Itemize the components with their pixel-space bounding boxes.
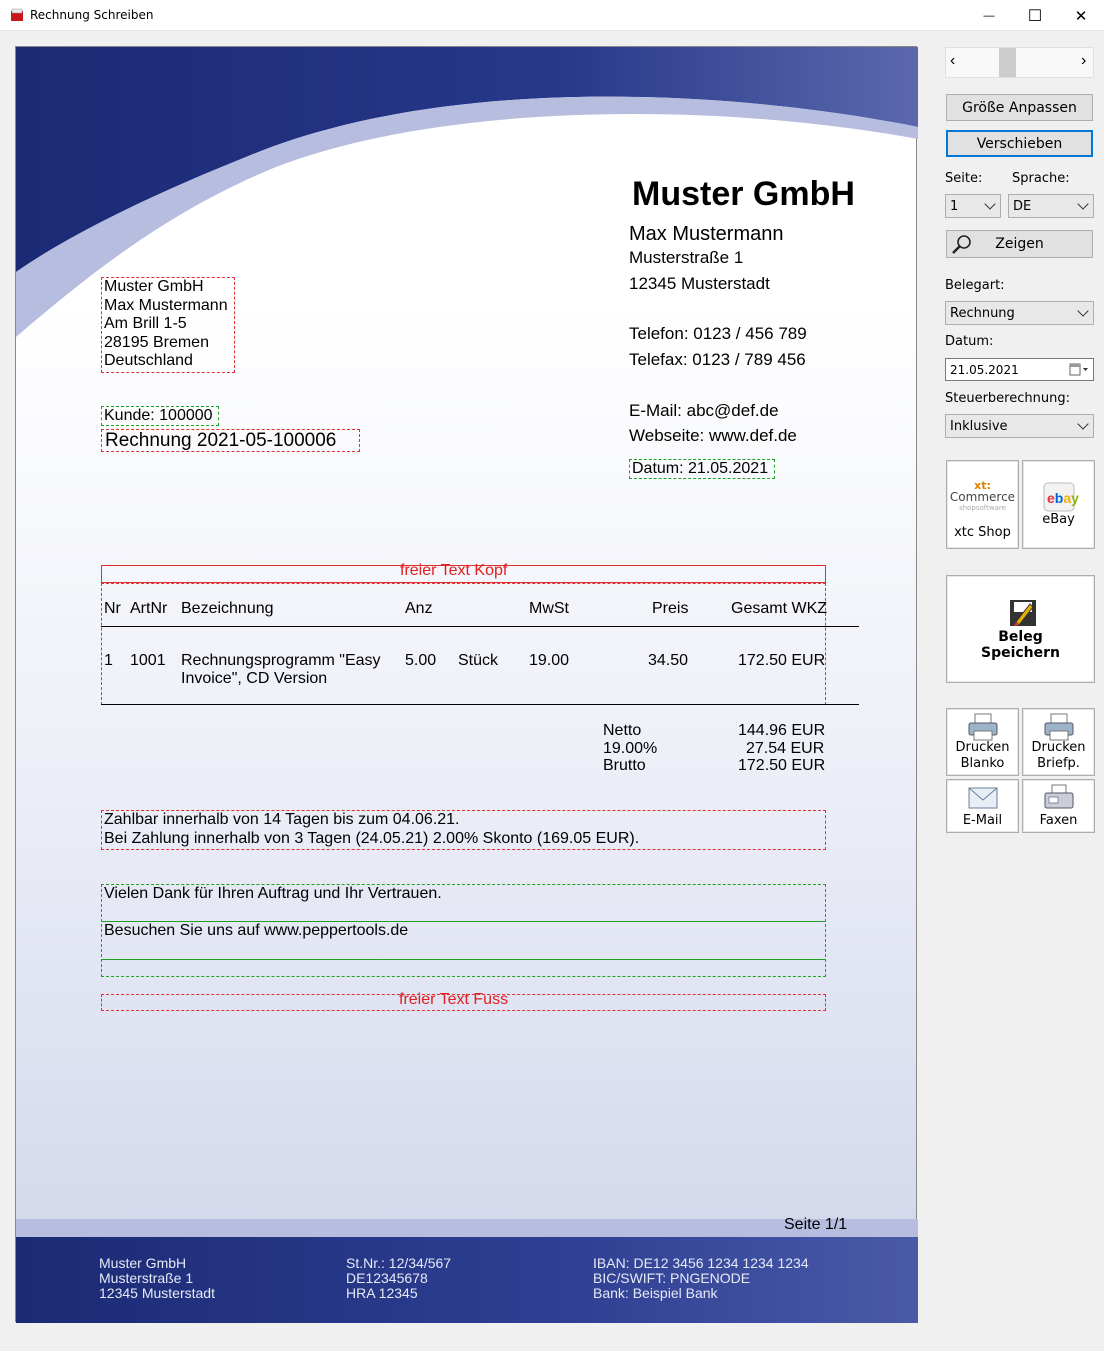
customer-number-field[interactable]: [101, 406, 219, 426]
table-bottom-rule: [101, 704, 859, 705]
ebay-icon: [1043, 482, 1079, 512]
vat-label: 19.00%: [603, 740, 658, 757]
date-picker[interactable]: [945, 358, 1094, 381]
xtc-commerce-logo: xt: Commerce shopsoftware: [949, 479, 1016, 512]
recipient-line: 28195 Bremen: [104, 333, 209, 351]
contact-name: Max Mustermann: [629, 223, 784, 245]
footer-line: St.Nr.: 12/34/567: [346, 1255, 452, 1271]
tax-label: Steuerberechnung:: [945, 391, 1070, 406]
move-button[interactable]: Verschieben: [946, 130, 1093, 157]
language-label: Sprache:: [1012, 171, 1070, 186]
cell-artnr: 1001: [130, 652, 166, 669]
tax-select-value: Inklusive: [950, 418, 1008, 434]
envelope-icon: [968, 784, 998, 810]
doctype-label: Belegart:: [945, 278, 1005, 293]
footer-free-text-field[interactable]: [101, 991, 826, 1011]
ebay-button[interactable]: [1022, 460, 1095, 549]
cell-total: 172.50 EUR: [738, 652, 826, 669]
invoice-title: Rechnung 2021-05-100006: [105, 430, 337, 451]
magnifier-icon: [951, 234, 973, 256]
chevron-down-icon: [1077, 198, 1088, 209]
footer-strip: [16, 1219, 918, 1237]
invoice-title-field[interactable]: [101, 429, 360, 452]
footer-line: Muster GmbH: [99, 1255, 187, 1271]
save-document-button[interactable]: [946, 575, 1095, 683]
col-header-nr: Nr: [104, 600, 121, 617]
net-label: Netto: [603, 722, 642, 739]
header-free-text: freier Text Kopf: [400, 562, 508, 579]
xtc-shop-button[interactable]: [946, 460, 1019, 549]
recipient-line: Deutschland: [104, 352, 193, 369]
closing-line1: Vielen Dank für Ihren Auftrag und Ihr Vertrauen.: [104, 885, 442, 902]
closing-line2: Besuchen Sie uns auf www.peppertools.de: [104, 922, 409, 939]
window-title: Rechnung Schreiben: [30, 8, 154, 22]
invoice-page[interactable]: [15, 46, 917, 1322]
col-header-quantity: Anz: [405, 600, 433, 617]
date-picker-value: 21.05.2021: [950, 362, 1019, 377]
footer-line: Musterstraße 1: [99, 1270, 194, 1286]
company-city: 12345 Musterstadt: [629, 274, 770, 293]
col-header-artnr: ArtNr: [130, 600, 168, 617]
control-panel: [934, 31, 1104, 1351]
page-indicator: Seite 1/1: [784, 1216, 848, 1233]
calendar-icon[interactable]: [1069, 363, 1089, 376]
email-button[interactable]: [946, 779, 1019, 833]
scroll-right-icon[interactable]: ›: [1081, 52, 1087, 69]
footer-line: BIC/SWIFT: PNGENODE: [593, 1270, 751, 1286]
printer-icon: [1043, 713, 1075, 741]
col-header-vat: MwSt: [529, 600, 569, 617]
app-icon: [10, 8, 24, 22]
cell-price: 34.50: [648, 652, 689, 669]
company-website: Webseite: www.def.de: [629, 426, 797, 445]
gross-value: 172.50 EUR: [738, 757, 826, 774]
col-header-price: Preis: [652, 600, 689, 617]
recipient-address-block[interactable]: [101, 277, 235, 373]
svg-text:ebay: ebay: [1047, 490, 1079, 506]
net-value: 144.96 EUR: [738, 722, 826, 739]
print-blank-button[interactable]: [946, 708, 1019, 776]
minimize-icon: —: [983, 9, 995, 22]
cell-unit: Stück: [458, 652, 499, 669]
col-header-description: Bezeichnung: [181, 600, 274, 617]
minimize-button[interactable]: [966, 0, 1012, 31]
footer-line: HRA 12345: [346, 1285, 418, 1301]
chevron-down-icon: [984, 198, 995, 209]
company-email: E-Mail: abc@def.de: [629, 401, 779, 420]
print-letterhead-button[interactable]: [1022, 708, 1095, 776]
footer-line: Bank: Beispiel Bank: [593, 1285, 718, 1301]
invoice-date: Datum: 21.05.2021: [632, 460, 769, 477]
save-label-line1: Beleg: [998, 629, 1043, 645]
date-label: Datum:: [945, 334, 994, 349]
doctype-select-value: Rechnung: [950, 305, 1015, 321]
scroll-left-icon[interactable]: ‹: [950, 52, 956, 69]
footer-tax-column: [346, 1256, 451, 1301]
close-icon: ✕: [1074, 7, 1088, 25]
recipient-line: Max Mustermann: [104, 296, 228, 314]
table-header-rule: [101, 626, 859, 627]
print-letterhead-label1: Drucken: [1031, 740, 1086, 755]
close-button[interactable]: [1058, 0, 1104, 31]
page-label: Seite:: [945, 171, 983, 186]
payment-terms-line1: Zahlbar innerhalb von 14 Tagen bis zum 04.06.21.: [104, 811, 460, 828]
doctype-select[interactable]: [945, 301, 1094, 325]
tax-select[interactable]: [945, 414, 1094, 438]
vat-value: 27.54 EUR: [746, 740, 825, 757]
closing-divider: [102, 959, 825, 960]
payment-terms-field[interactable]: [101, 810, 826, 850]
fit-size-button[interactable]: Größe Anpassen: [946, 94, 1093, 121]
footer-line: DE12345678: [346, 1270, 428, 1286]
closing-text-field[interactable]: [101, 884, 826, 977]
company-name: Muster GmbH: [632, 175, 855, 213]
page-select-value: 1: [950, 198, 959, 214]
save-label-line2: Speichern: [980, 645, 1061, 661]
cell-vat: 19.00: [529, 652, 570, 669]
company-fax: Telefax: 0123 / 789 456: [629, 350, 806, 369]
payment-terms-line2: Bei Zahlung innerhalb von 3 Tagen (24.05.21) 2.00% Skonto (169.05 EUR).: [104, 830, 640, 847]
xtc-shop-label: xtc Shop: [954, 525, 1011, 540]
email-label: E-Mail: [962, 813, 1003, 828]
company-street: Musterstraße 1: [629, 248, 744, 267]
footer-bank-column: [593, 1256, 809, 1301]
cell-quantity: 5.00: [405, 652, 437, 669]
language-select-value: DE: [1013, 198, 1032, 214]
print-letterhead-label2: Briefp.: [1037, 756, 1080, 771]
fax-icon: [1043, 784, 1075, 810]
cell-description: Rechnungsprogramm "Easy: [181, 652, 381, 669]
show-button-label: Zeigen: [995, 236, 1044, 252]
gross-label: Brutto: [603, 757, 646, 774]
title-bar: [0, 0, 1104, 31]
footer-company-column: [99, 1256, 215, 1301]
maximize-icon: ☐: [1027, 7, 1043, 25]
show-button[interactable]: [946, 230, 1093, 258]
cell-description-line2: Invoice", CD Version: [181, 670, 328, 687]
chevron-down-icon: [1077, 418, 1088, 429]
fax-label: Faxen: [1039, 813, 1078, 828]
footer-free-text: freier Text Fuss: [399, 991, 509, 1008]
company-phone: Telefon: 0123 / 456 789: [629, 324, 807, 343]
fax-button[interactable]: [1022, 779, 1095, 833]
chevron-down-icon: [1077, 305, 1088, 316]
recipient-line: Muster GmbH: [104, 278, 204, 295]
customer-number: Kunde: 100000: [104, 407, 213, 424]
page-select[interactable]: [945, 194, 1001, 218]
save-pencil-icon: [1008, 598, 1038, 628]
col-header-total: Gesamt WKZ: [731, 600, 828, 617]
footer-line: IBAN: DE12 3456 1234 1234 1234: [593, 1255, 809, 1271]
print-blank-label1: Drucken: [955, 740, 1010, 755]
recipient-line: Am Brill 1-5: [104, 315, 187, 332]
language-select[interactable]: [1008, 194, 1094, 218]
maximize-button[interactable]: [1012, 0, 1058, 31]
date-field[interactable]: [629, 459, 775, 479]
print-blank-label2: Blanko: [960, 756, 1005, 771]
ebay-label: eBay: [1042, 512, 1075, 527]
footer-line: 12345 Musterstadt: [99, 1285, 215, 1301]
header-free-text-field[interactable]: [101, 562, 826, 583]
printer-icon: [967, 713, 999, 741]
scrollbar-thumb[interactable]: [999, 48, 1016, 77]
horizontal-scrollbar[interactable]: [945, 47, 1094, 78]
cell-nr: 1: [104, 652, 113, 669]
